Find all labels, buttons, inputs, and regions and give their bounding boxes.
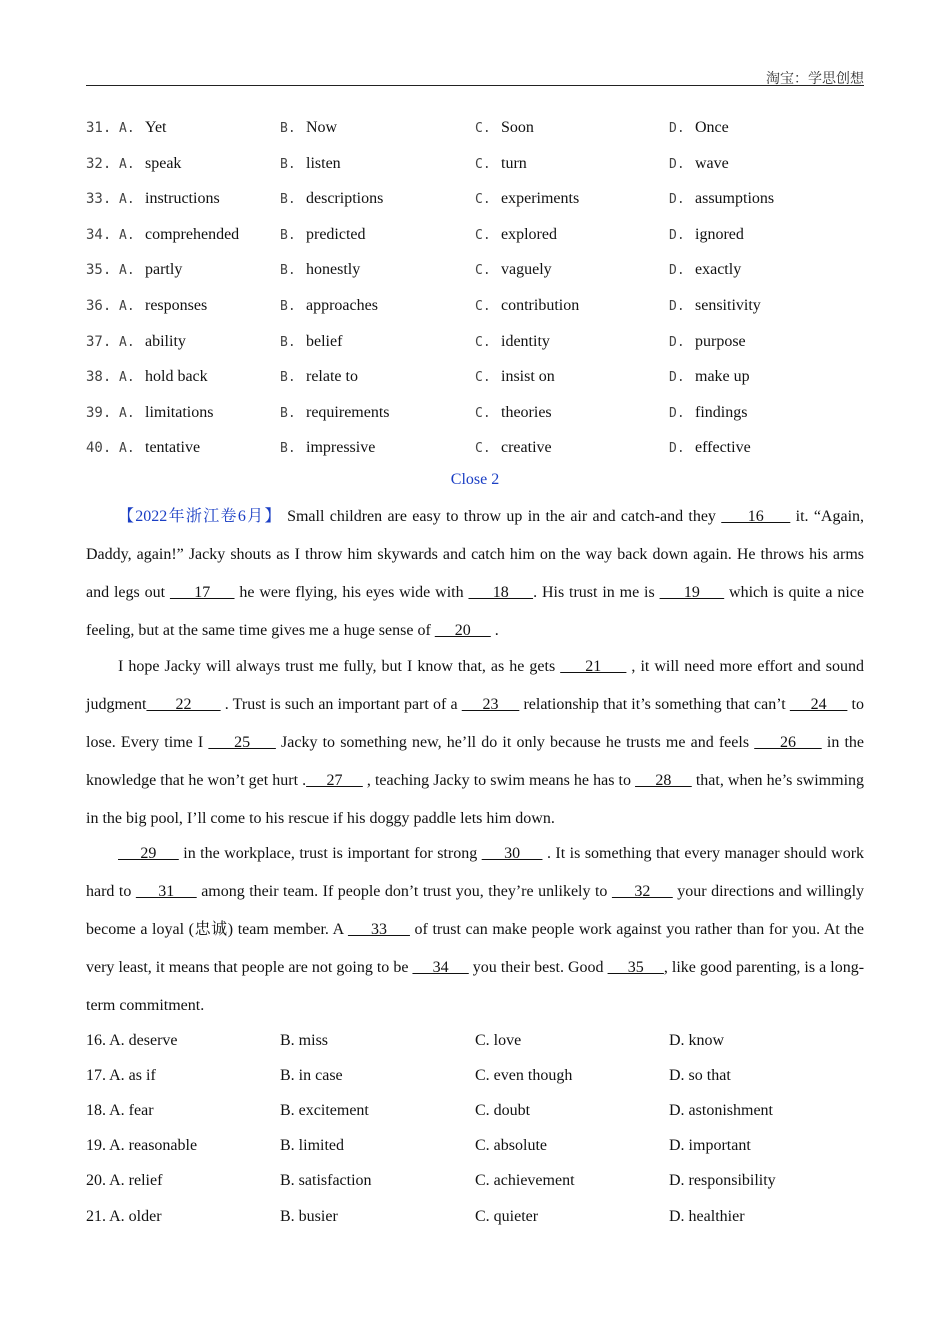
option-letter: A.	[119, 227, 135, 243]
option-text: Now	[306, 119, 338, 136]
option-b	[280, 401, 390, 426]
option-text: contribution	[501, 297, 580, 314]
option-letter: D.	[669, 263, 685, 279]
option-b	[280, 116, 337, 141]
option-letter: D.	[669, 441, 685, 457]
blank-28: 28	[635, 772, 692, 789]
question-number: 31.	[86, 120, 112, 136]
option-row	[86, 330, 864, 354]
option-c	[475, 152, 527, 177]
passage-text: in the workplace, trust is important for strong	[178, 845, 482, 862]
answer-row	[86, 1169, 864, 1193]
option-d	[669, 436, 751, 461]
answer-row	[86, 1099, 864, 1123]
blank-31: 31	[135, 883, 197, 900]
answer-option-c: C. absolute	[475, 1137, 547, 1155]
option-text: explored	[501, 225, 557, 243]
question-number: 40.	[86, 440, 112, 457]
blank-23: 23	[461, 696, 520, 713]
option-text: comprehended	[145, 225, 240, 243]
option-row	[86, 365, 864, 389]
passage-text: of trust can make people work against you rather than for you. At the very least, it means that people are not going to be	[86, 921, 865, 976]
header-text: 淘宝：学思创想	[766, 71, 864, 87]
option-text: approaches	[306, 297, 378, 314]
passage-text: to lose. Every time I	[86, 696, 864, 751]
option-letter: A.	[119, 441, 135, 457]
option-d	[669, 401, 747, 426]
option-text: creative	[501, 439, 552, 457]
option-d	[669, 116, 729, 141]
passage-text: you their best. Good	[468, 959, 608, 976]
option-b	[280, 436, 375, 461]
question-number: 32.	[86, 155, 112, 172]
option-b	[280, 223, 366, 248]
option-c	[475, 187, 579, 212]
option-text: partly	[145, 261, 183, 279]
option-c	[475, 116, 534, 141]
passage-text: . Trust is such an important part of a	[220, 696, 462, 713]
blank-29: 29	[118, 845, 179, 862]
option-letter: C.	[475, 121, 491, 136]
option-text: Yet	[145, 119, 167, 136]
question-number: 36.	[86, 298, 112, 314]
option-letter: A.	[119, 405, 135, 421]
option-text: insist on	[501, 368, 555, 386]
option-b	[280, 258, 360, 283]
passage-text: it. “Again, Daddy, again!” Jacky shouts as I throw him skywards and catch him on the way back down again. He throws his arms and legs out	[86, 508, 865, 601]
question-number: 34.	[86, 226, 112, 243]
option-text: limitations	[145, 403, 214, 421]
blank-19: 19	[659, 584, 725, 601]
option-a	[119, 401, 213, 426]
option-letter: C.	[475, 227, 491, 243]
passage-text: Jacky to something new, he’ll do it only because he trusts me and feels	[275, 734, 755, 751]
option-text: purpose	[695, 332, 746, 350]
option-c	[475, 436, 552, 461]
passage-text: , teaching Jacky to swim means he has to	[362, 772, 636, 789]
option-text: honestly	[306, 261, 361, 279]
option-letter: C.	[475, 299, 491, 314]
option-letter: D.	[669, 156, 685, 172]
option-c	[475, 401, 552, 426]
section-title: Close 2	[450, 471, 500, 488]
option-b	[280, 152, 341, 177]
answer-option-c: C. love	[475, 1032, 522, 1049]
passage-text: , it will need more effort and sound judgment	[86, 658, 865, 713]
answer-option-b: B. miss	[280, 1032, 329, 1049]
option-c	[475, 258, 552, 283]
passage-paragraph-2	[86, 648, 864, 838]
passage-text: in the knowledge that he won’t get hurt .	[86, 734, 865, 789]
option-text: vaguely	[501, 261, 552, 279]
option-text: predicted	[306, 225, 366, 243]
answer-option-b: B. busier	[280, 1207, 338, 1225]
answer-option-d: D. healthier	[669, 1207, 745, 1225]
option-text: effective	[695, 439, 751, 457]
question-number: 35.	[86, 262, 112, 279]
answer-option-a: 17. A. as if	[86, 1067, 156, 1085]
blank-26: 26	[754, 734, 822, 751]
answer-option-d: D. so that	[669, 1067, 731, 1085]
answer-row	[86, 1134, 864, 1158]
option-a	[119, 223, 239, 248]
passage-text: that, when he’s swimming in the big pool, I’ll come to his rescue if his doggy paddle lets him down.	[86, 772, 865, 827]
option-letter: D.	[669, 405, 685, 421]
option-letter: C.	[475, 156, 491, 172]
option-row	[86, 258, 864, 282]
option-d	[669, 258, 741, 283]
option-text: assumptions	[695, 190, 775, 208]
option-letter: B.	[280, 121, 296, 136]
blank-34: 34	[412, 959, 469, 976]
option-text: Once	[695, 119, 729, 136]
passage-text: . His trust in me is	[533, 584, 660, 601]
option-row	[86, 436, 864, 460]
option-row	[86, 116, 864, 140]
option-letter: A.	[119, 299, 135, 314]
option-letter: A.	[119, 334, 135, 350]
answer-option-b: B. in case	[280, 1067, 343, 1085]
option-c	[475, 223, 557, 248]
option-text: tentative	[145, 439, 201, 457]
option-text: make up	[695, 368, 750, 386]
option-d	[669, 187, 774, 212]
option-row	[86, 187, 864, 211]
passage-paragraph-3	[86, 835, 864, 1025]
option-letter: A.	[119, 263, 135, 279]
option-letter: B.	[280, 263, 296, 279]
option-text: responses	[145, 297, 208, 314]
option-letter: B.	[280, 227, 296, 243]
blank-17: 17	[169, 584, 235, 601]
option-b	[280, 365, 358, 390]
blank-25: 25	[208, 734, 276, 751]
source-tag: 【2022年浙江卷6月】	[118, 508, 282, 525]
option-d	[669, 223, 744, 248]
blank-33: 33	[347, 921, 410, 938]
option-text: sensitivity	[695, 297, 761, 314]
answer-option-d: D. responsibility	[669, 1172, 776, 1190]
option-c	[475, 294, 579, 319]
option-a	[119, 258, 182, 283]
option-letter: C.	[475, 263, 491, 279]
option-row	[86, 401, 864, 425]
answer-row	[86, 1029, 864, 1053]
blank-16: 16	[721, 508, 791, 525]
option-c	[475, 330, 550, 355]
option-a	[119, 152, 181, 177]
option-a	[119, 365, 208, 390]
option-text: relate to	[306, 368, 358, 386]
answer-option-a: 20. A. relief	[86, 1172, 163, 1190]
option-b	[280, 187, 383, 212]
option-letter: D.	[669, 370, 685, 386]
blank-20: 20	[434, 622, 491, 639]
answer-option-a: 21. A. older	[86, 1207, 162, 1225]
option-letter: B.	[280, 156, 296, 172]
option-text: impressive	[306, 439, 376, 457]
header-rule	[86, 85, 864, 86]
option-text: ignored	[695, 225, 744, 243]
option-letter: D.	[669, 334, 685, 350]
option-text: exactly	[695, 261, 742, 279]
answer-option-d: D. know	[669, 1032, 725, 1049]
blank-21: 21	[560, 658, 627, 675]
option-c	[475, 365, 555, 390]
option-a	[119, 436, 200, 461]
option-letter: C.	[475, 334, 491, 350]
option-a	[119, 187, 220, 212]
passage-text: which is quite a nice feeling, but at the same time gives me a huge sense of	[86, 584, 865, 639]
option-b	[280, 330, 342, 355]
blank-35: 35	[607, 959, 664, 976]
passage-text: . It is something that every manager should work hard to	[86, 845, 865, 900]
option-letter: D.	[669, 192, 685, 208]
option-text: requirements	[306, 403, 390, 421]
option-row	[86, 294, 864, 318]
answer-option-d: D. important	[669, 1137, 751, 1155]
answer-option-c: C. doubt	[475, 1102, 531, 1120]
answer-option-a: 18. A. fear	[86, 1102, 154, 1120]
option-letter: A.	[119, 156, 135, 172]
option-text: hold back	[145, 368, 208, 386]
option-d	[669, 152, 729, 177]
option-text: experiments	[501, 190, 580, 208]
passage-text: .	[490, 622, 499, 639]
blank-27: 27	[306, 772, 363, 789]
option-d	[669, 294, 761, 319]
blank-18: 18	[468, 584, 534, 601]
option-text: wave	[695, 154, 729, 172]
option-text: ability	[145, 332, 186, 350]
question-number: 38.	[86, 369, 112, 386]
answer-option-b: B. excitement	[280, 1102, 369, 1120]
answer-option-b: B. satisfaction	[280, 1172, 372, 1190]
answer-row	[86, 1205, 864, 1229]
passage-text: Small children are easy to throw up in the air and catch-and they	[287, 508, 722, 525]
answer-option-a: 19. A. reasonable	[86, 1137, 198, 1155]
option-a	[119, 116, 167, 141]
option-letter: B.	[280, 192, 296, 208]
passage-text: he were flying, his eyes wide with	[234, 584, 469, 601]
option-d	[669, 365, 750, 390]
option-text: belief	[306, 332, 343, 350]
option-letter: B.	[280, 334, 296, 350]
option-letter: C.	[475, 405, 491, 421]
option-letter: A.	[119, 370, 135, 386]
option-d	[669, 330, 746, 355]
passage-text: your directions and willingly become a loyal (忠诚) team member. A	[86, 883, 865, 938]
passage-text: , like good parenting, is a long-term commitment.	[86, 959, 865, 1014]
question-number: 33.	[86, 191, 112, 208]
option-b	[280, 294, 378, 319]
option-text: instructions	[145, 190, 220, 208]
option-letter: D.	[669, 121, 685, 136]
option-letter: C.	[475, 192, 491, 208]
passage-text: among their team. If people don’t trust you, they’re unlikely to	[196, 883, 612, 900]
option-letter: B.	[280, 441, 296, 457]
answer-option-c: C. quieter	[475, 1207, 539, 1225]
blank-24: 24	[789, 696, 848, 713]
option-letter: A.	[119, 121, 135, 136]
question-number: 39.	[86, 404, 112, 421]
option-text: findings	[695, 403, 748, 421]
option-letter: B.	[280, 405, 296, 421]
blank-22: 22	[146, 696, 221, 713]
answer-option-b: B. limited	[280, 1137, 344, 1155]
option-letter: C.	[475, 370, 491, 386]
passage-text: relationship that it’s something that can’t	[519, 696, 790, 713]
option-text: theories	[501, 403, 552, 421]
option-text: descriptions	[306, 190, 384, 208]
answer-option-c: C. achievement	[475, 1172, 575, 1190]
answer-option-a: 16. A. deserve	[86, 1032, 178, 1049]
answer-option-c: C. even though	[475, 1067, 573, 1085]
option-text: speak	[145, 154, 182, 172]
option-text: turn	[501, 154, 527, 172]
option-text: identity	[501, 332, 550, 350]
option-row	[86, 223, 864, 247]
question-number: 37.	[86, 333, 112, 350]
option-a	[119, 330, 186, 355]
passage-paragraph-1	[86, 498, 864, 650]
blank-30: 30	[481, 845, 543, 862]
option-letter: A.	[119, 192, 135, 208]
option-letter: B.	[280, 299, 296, 314]
option-letter: D.	[669, 227, 685, 243]
answer-row	[86, 1064, 864, 1088]
option-letter: B.	[280, 370, 296, 386]
passage-text: I hope Jacky will always trust me fully, but I know that, as he gets	[118, 658, 561, 675]
blank-32: 32	[611, 883, 673, 900]
option-text: listen	[306, 154, 341, 172]
answer-option-d: D. astonishment	[669, 1102, 773, 1120]
option-row	[86, 152, 864, 176]
option-letter: D.	[669, 299, 685, 314]
option-text: Soon	[501, 119, 534, 136]
option-a	[119, 294, 207, 319]
option-letter: C.	[475, 441, 491, 457]
